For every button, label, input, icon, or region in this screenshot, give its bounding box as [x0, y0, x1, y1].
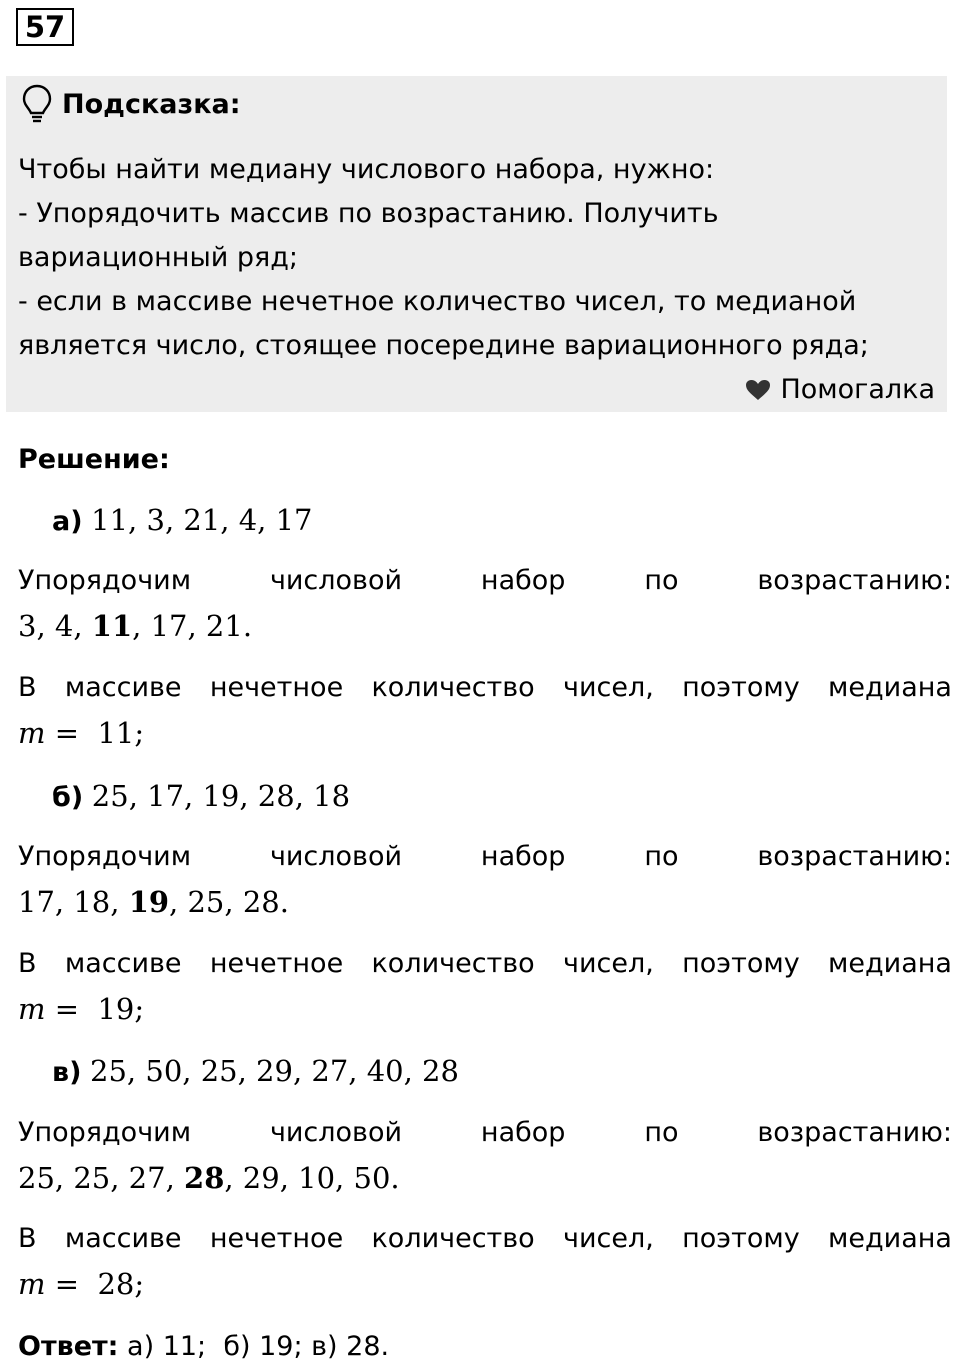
median-variable: m [18, 1267, 46, 1301]
word: по [644, 1117, 679, 1148]
lightbulb-icon [20, 83, 54, 125]
part-c-heading [52, 1052, 459, 1092]
answer-label: Ответ: [18, 1331, 119, 1362]
word: медиана [828, 1223, 952, 1254]
hint-line: - если в массиве нечетное количество чисел, то медианой [18, 286, 857, 317]
word: чисел, [563, 672, 654, 703]
hint-line: вариационный ряд; [18, 242, 299, 273]
median-equation: = 19; [45, 992, 145, 1026]
sorted-prefix: 3, 4, [18, 609, 92, 643]
answer [18, 1328, 389, 1366]
reason-sentence [18, 945, 952, 983]
median-value: 19 [128, 885, 170, 919]
word: поэтому [682, 948, 800, 979]
part-label: в) [52, 1057, 82, 1088]
answer-text: а) 11; б) 19; в) 28. [118, 1331, 390, 1362]
order-sentence [18, 1114, 952, 1152]
word: по [644, 841, 679, 872]
problem-number: 57 [16, 8, 74, 46]
median-formula [18, 1265, 144, 1303]
number-set: 25, 17, 19, 28, 18 [91, 779, 351, 813]
order-sentence [18, 838, 952, 876]
signature [744, 370, 935, 410]
signature-text: Помогалка [780, 374, 935, 405]
word: по [644, 565, 679, 596]
hint-text [18, 148, 938, 368]
word: Упорядочим [18, 841, 192, 872]
reason-sentence [18, 1220, 952, 1258]
heart-icon [744, 378, 772, 402]
part-b-heading [52, 777, 350, 817]
reason-sentence [18, 669, 952, 707]
hint-line: Чтобы найти медиану числового набора, нужно: [18, 154, 715, 185]
word: количество [371, 672, 535, 703]
hint-header [20, 82, 241, 126]
word: нечетное [209, 948, 344, 979]
word: числовой [269, 1117, 403, 1148]
word: количество [371, 948, 535, 979]
word: поэтому [682, 672, 800, 703]
word: числовой [269, 565, 403, 596]
word: набор [480, 841, 566, 872]
word: нечетное [209, 1223, 344, 1254]
word: возрастанию: [757, 565, 952, 596]
word: Упорядочим [18, 565, 192, 596]
word: чисел, [563, 948, 654, 979]
word: числовой [269, 841, 403, 872]
part-label: а) [52, 506, 83, 537]
word: количество [371, 1223, 535, 1254]
sorted-suffix: , 25, 28. [169, 885, 289, 919]
sorted-set [18, 883, 289, 921]
median-formula [18, 990, 144, 1028]
median-equation: = 11; [45, 716, 145, 750]
hint-line: - Упорядочить массив по возрастанию. Получить [18, 198, 719, 229]
median-variable: m [18, 716, 46, 750]
word: нечетное [209, 672, 344, 703]
word: массиве [64, 948, 182, 979]
hint-line: является число, стоящее посередине вариационного ряда; [18, 330, 869, 361]
median-variable: m [18, 992, 46, 1026]
sorted-set [18, 1159, 400, 1197]
number-set: 11, 3, 21, 4, 17 [91, 503, 313, 537]
word: набор [480, 1117, 566, 1148]
hint-title: Подсказка: [62, 88, 241, 120]
word: чисел, [563, 1223, 654, 1254]
median-equation: = 28; [45, 1267, 145, 1301]
order-sentence [18, 562, 952, 600]
word: медиана [828, 672, 952, 703]
word: медиана [828, 948, 952, 979]
part-a-heading [52, 501, 313, 541]
sorted-prefix: 25, 25, 27, [18, 1161, 185, 1195]
word: массиве [64, 672, 182, 703]
sorted-prefix: 17, 18, [18, 885, 129, 919]
solution-title: Решение: [18, 444, 170, 475]
sorted-suffix: , 29, 10, 50. [224, 1161, 400, 1195]
hint-box [6, 76, 947, 412]
word: возрастанию: [757, 841, 952, 872]
word: поэтому [682, 1223, 800, 1254]
word: набор [480, 565, 566, 596]
word: Упорядочим [18, 1117, 192, 1148]
median-formula [18, 714, 144, 752]
word: В [18, 672, 37, 703]
sorted-set [18, 607, 252, 645]
number-set: 25, 50, 25, 29, 27, 40, 28 [90, 1054, 459, 1088]
sorted-suffix: , 17, 21. [132, 609, 253, 643]
word: В [18, 948, 37, 979]
word: возрастанию: [757, 1117, 952, 1148]
word: массиве [64, 1223, 182, 1254]
word: В [18, 1223, 37, 1254]
part-label: б) [52, 782, 84, 813]
median-value: 28 [184, 1161, 225, 1195]
median-value: 11 [91, 609, 133, 643]
